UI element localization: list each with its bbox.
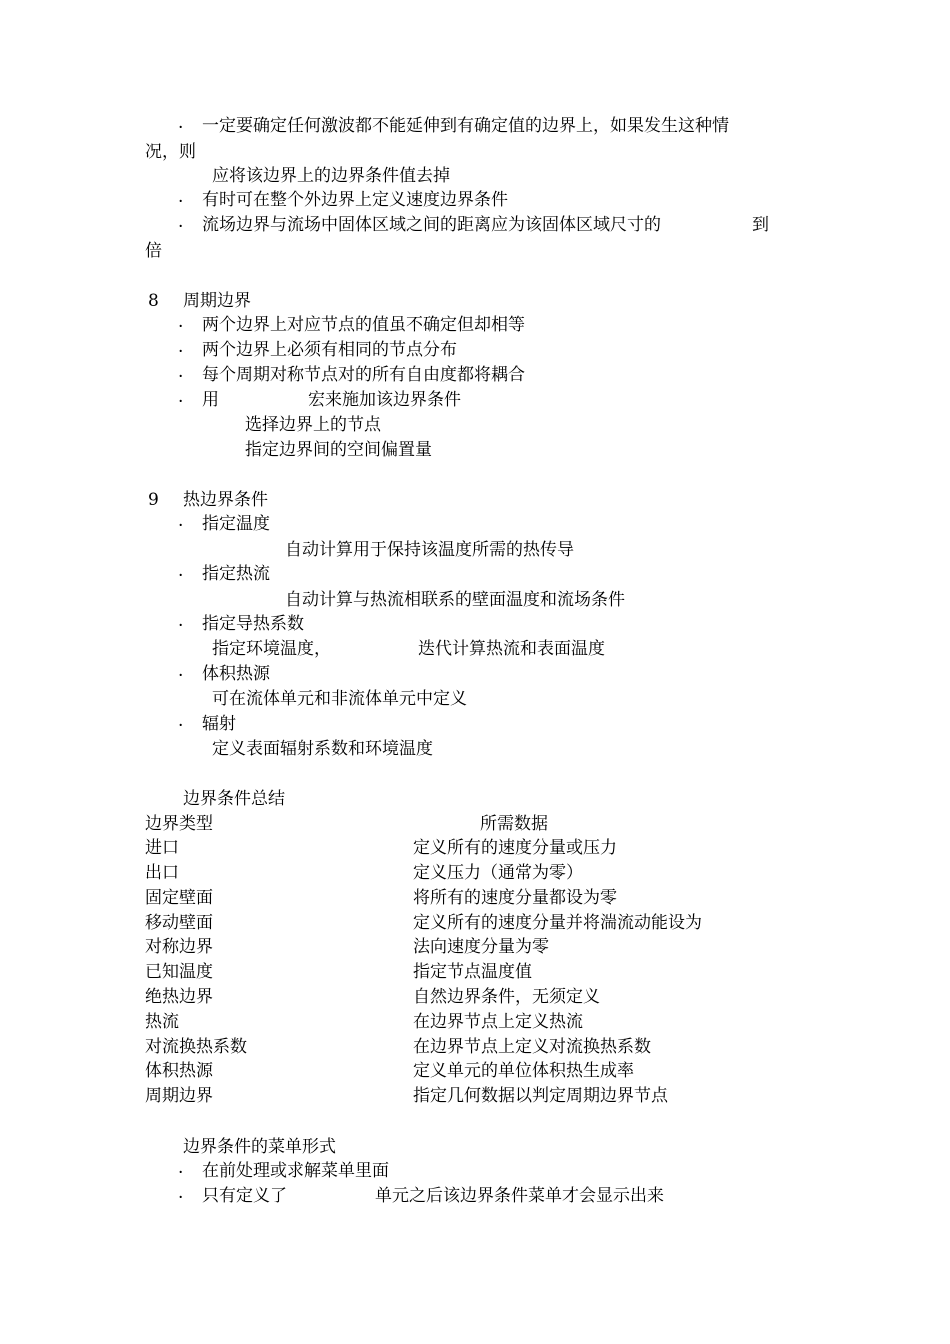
bullet: · bbox=[178, 666, 184, 686]
table-cell-type: 已知温度 bbox=[145, 962, 213, 982]
paragraph-line: 流场边界与流场中固体区域之间的距离应为该固体区域尺寸的 bbox=[202, 215, 661, 235]
bullet: · bbox=[178, 217, 184, 237]
bullet: · bbox=[178, 566, 184, 586]
paragraph-line: 倍 bbox=[145, 241, 162, 261]
sub-item: 自动计算与热流相联系的壁面温度和流场条件 bbox=[285, 590, 625, 610]
paragraph-line: 应将该边界上的边界条件值去掉 bbox=[212, 166, 450, 186]
table-cell-type: 出口 bbox=[145, 863, 179, 883]
sub-item: 选择边界上的节点 bbox=[245, 415, 381, 435]
paragraph-line: 况，则 bbox=[145, 142, 196, 162]
table-cell-type: 体积热源 bbox=[145, 1061, 213, 1081]
bullet: · bbox=[178, 192, 184, 212]
bullet: · bbox=[178, 716, 184, 736]
table-title: 边界条件总结 bbox=[183, 789, 285, 809]
sub-item: 指定边界间的空间偏置量 bbox=[245, 440, 432, 460]
table-cell-data: 自然边界条件，无须定义 bbox=[413, 987, 600, 1007]
table-cell-data: 定义所有的速度分量或压力 bbox=[413, 838, 617, 858]
table-cell-data: 定义单元的单位体积热生成率 bbox=[413, 1061, 634, 1081]
list-item: 每个周期对称节点对的所有自由度都将耦合 bbox=[202, 365, 525, 385]
list-item: 指定温度 bbox=[202, 514, 270, 534]
table-cell-data: 定义压力（通常为零） bbox=[413, 863, 583, 883]
list-item: 指定导热系数 bbox=[202, 614, 304, 634]
sub-item: 指定环境温度， bbox=[212, 639, 331, 659]
list-item: 两个边界上对应节点的值虽不确定但却相等 bbox=[202, 315, 525, 335]
section-number: 8 bbox=[148, 291, 159, 311]
table-cell-data: 在边界节点上定义热流 bbox=[413, 1012, 583, 1032]
paragraph-line: 到 bbox=[752, 215, 769, 235]
table-cell-type: 对称边界 bbox=[145, 937, 213, 957]
table-header-data: 所需数据 bbox=[480, 814, 548, 834]
bullet: · bbox=[178, 317, 184, 337]
table-cell-type: 固定壁面 bbox=[145, 888, 213, 908]
table-cell-type: 移动壁面 bbox=[145, 913, 213, 933]
section-title: 边界条件的菜单形式 bbox=[183, 1137, 336, 1157]
sub-item: 自动计算用于保持该温度所需的热传导 bbox=[285, 540, 574, 560]
paragraph-line: 有时可在整个外边界上定义速度边界条件 bbox=[202, 190, 508, 210]
section-title: 周期边界 bbox=[183, 291, 251, 311]
table-header-type: 边界类型 bbox=[145, 814, 213, 834]
paragraph-line: 一定要确定任何激波都不能延伸到有确定值的边界上，如果发生这种情 bbox=[202, 116, 729, 136]
list-item: 只有定义了 bbox=[202, 1186, 287, 1206]
bullet: · bbox=[178, 342, 184, 362]
table-cell-type: 热流 bbox=[145, 1012, 179, 1032]
list-item: 单元之后该边界条件菜单才会显示出来 bbox=[375, 1186, 664, 1206]
list-item: 辐射 bbox=[202, 714, 236, 734]
table-cell-type: 绝热边界 bbox=[145, 987, 213, 1007]
list-item: 指定热流 bbox=[202, 564, 270, 584]
sub-item: 可在流体单元和非流体单元中定义 bbox=[212, 689, 467, 709]
table-cell-data: 指定几何数据以判定周期边界节点 bbox=[413, 1086, 668, 1106]
sub-item: 定义表面辐射系数和环境温度 bbox=[212, 739, 433, 759]
list-item: 在前处理或求解菜单里面 bbox=[202, 1161, 389, 1181]
table-cell-type: 进口 bbox=[145, 838, 179, 858]
list-item: 两个边界上必须有相同的节点分布 bbox=[202, 340, 457, 360]
table-cell-data: 指定节点温度值 bbox=[413, 962, 532, 982]
table-cell-type: 周期边界 bbox=[145, 1086, 213, 1106]
table-cell-data: 定义所有的速度分量并将湍流动能设为 bbox=[413, 913, 702, 933]
list-item: 宏来施加该边界条件 bbox=[308, 390, 461, 410]
section-number: 9 bbox=[148, 490, 159, 510]
list-item: 用 bbox=[202, 390, 219, 410]
bullet: · bbox=[178, 392, 184, 412]
bullet: · bbox=[178, 367, 184, 387]
sub-item: 迭代计算热流和表面温度 bbox=[418, 639, 605, 659]
table-cell-type: 对流换热系数 bbox=[145, 1037, 247, 1057]
table-cell-data: 法向速度分量为零 bbox=[413, 937, 549, 957]
bullet: · bbox=[178, 1188, 184, 1208]
bullet: · bbox=[178, 118, 184, 138]
table-cell-data: 将所有的速度分量都设为零 bbox=[413, 888, 617, 908]
bullet: · bbox=[178, 516, 184, 536]
bullet: · bbox=[178, 1163, 184, 1183]
table-cell-data: 在边界节点上定义对流换热系数 bbox=[413, 1037, 651, 1057]
section-title: 热边界条件 bbox=[183, 490, 268, 510]
bullet: · bbox=[178, 616, 184, 636]
list-item: 体积热源 bbox=[202, 664, 270, 684]
